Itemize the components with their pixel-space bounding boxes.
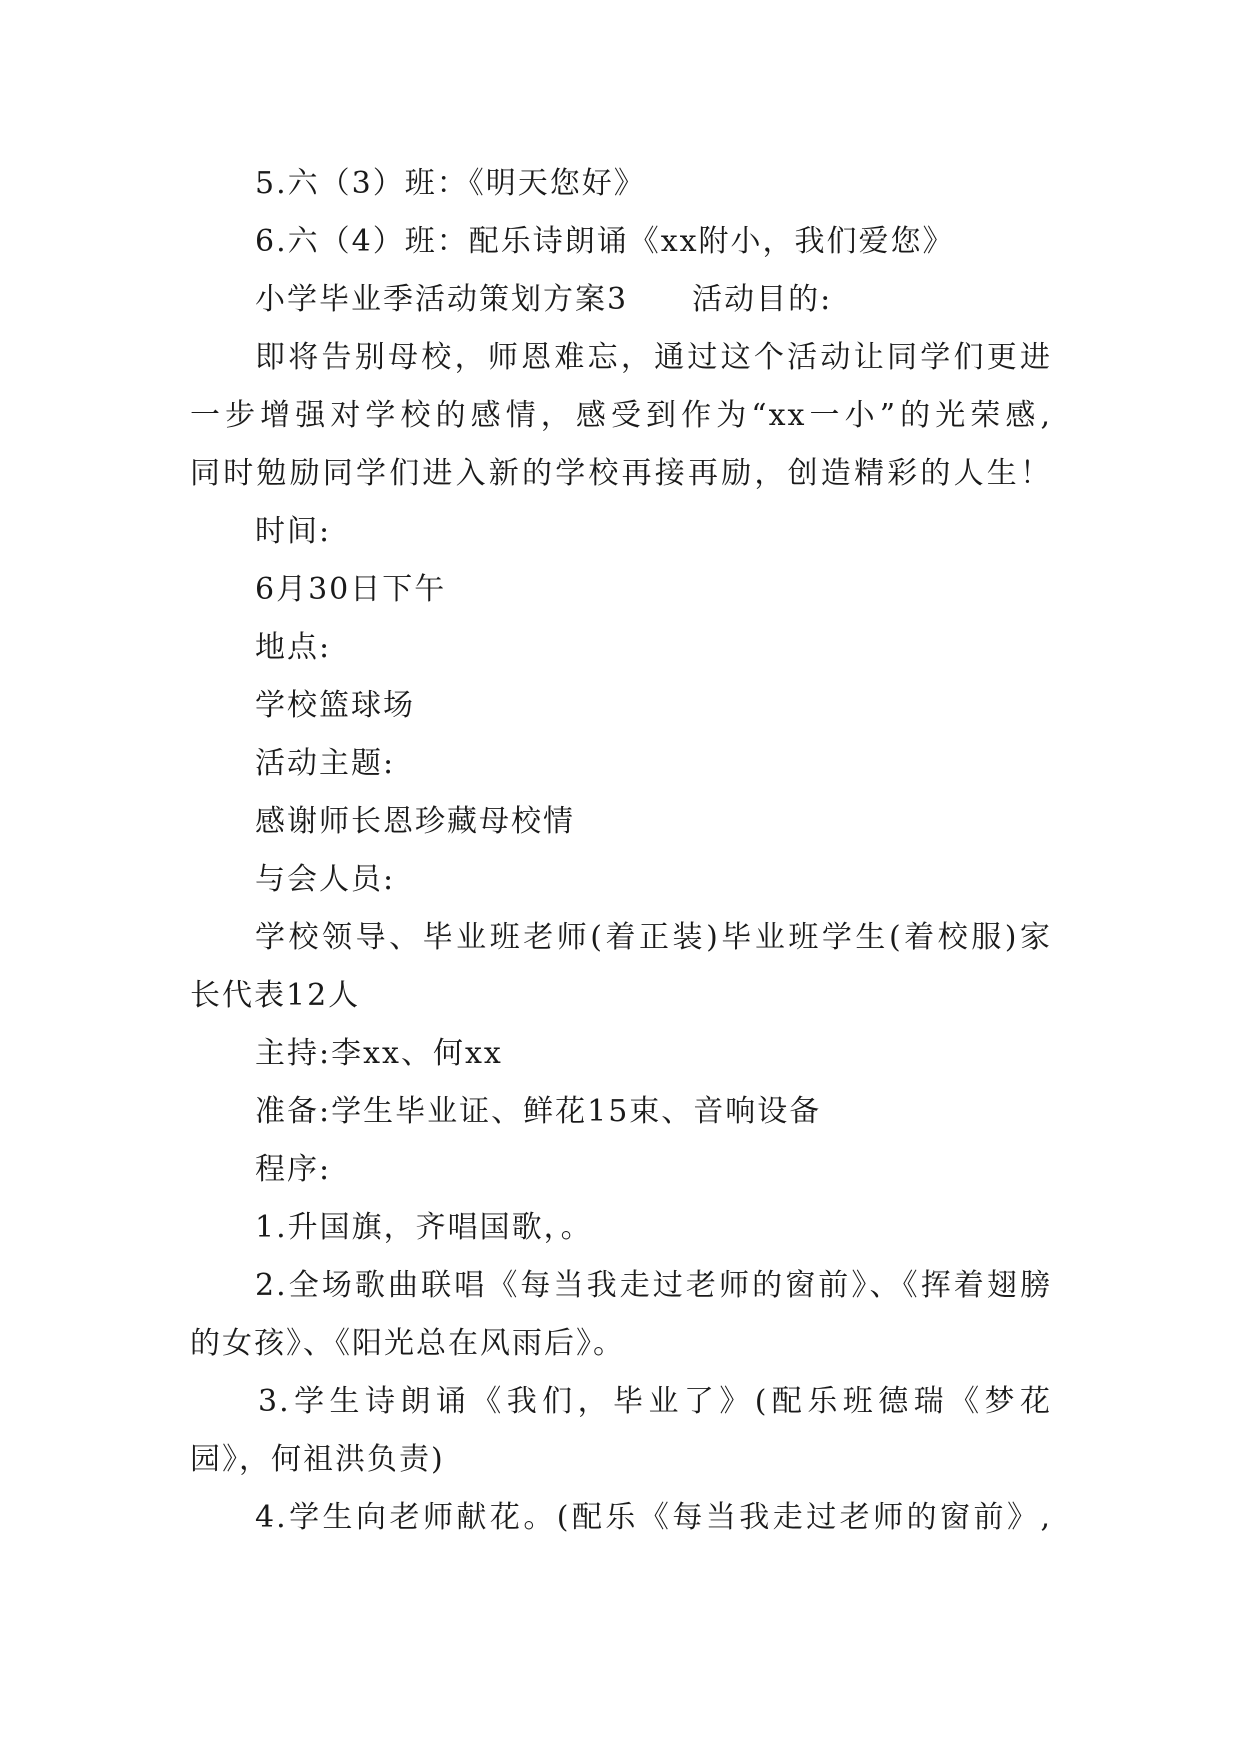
location-value: 学校篮球场 (255, 688, 415, 723)
program-item-5: 5.六（3）班：《明天您好》 (255, 166, 646, 201)
procedure-item-3-line-1: 3.学生诗朗诵《我们，毕业了》(配乐班德瑞《梦花 (258, 1384, 1052, 1419)
plan-heading: 小学毕业季活动策划方案3 活动目的: (255, 282, 833, 317)
procedure-item-3-line-2: 园》，何祖洪负责) (190, 1442, 445, 1477)
procedure-item-4-line-1: 4.学生向老师献花。(配乐《每当我走过老师的窗前》, (255, 1500, 1052, 1535)
preparation-line: 准备:学生毕业证、鲜花15束、音响设备 (255, 1094, 822, 1129)
procedure-item-2-line-1: 2.全场歌曲联唱《每当我走过老师的窗前》、《挥着翅膀 (255, 1268, 1052, 1303)
time-value: 6月30日下午 (255, 572, 447, 607)
program-item-6: 6.六（4）班：配乐诗朗诵《xx附小，我们爱您》 (255, 224, 955, 259)
attendees-line-2: 长代表12人 (190, 978, 361, 1013)
theme-label: 活动主题: (255, 746, 396, 781)
purpose-paragraph-line-3: 同时勉励同学们进入新的学校再接再励，创造精彩的人生！ (190, 456, 1052, 491)
procedure-label: 程序: (255, 1152, 332, 1187)
location-label: 地点: (255, 630, 332, 665)
theme-value: 感谢师长恩珍藏母校情 (255, 804, 575, 839)
procedure-item-1: 1.升国旗，齐唱国歌，。 (255, 1210, 593, 1245)
attendees-label: 与会人员: (255, 862, 396, 897)
purpose-paragraph-line-2: 一步增强对学校的感情，感受到作为“xx一小”的光荣感, (190, 398, 1052, 433)
time-label: 时间: (255, 514, 332, 549)
procedure-item-2-line-2: 的女孩》、《阳光总在风雨后》。 (190, 1326, 625, 1361)
hosts-line: 主持:李xx、何xx (255, 1036, 503, 1071)
attendees-line-1: 学校领导、毕业班老师(着正装)毕业班学生(着校服)家 (255, 920, 1052, 955)
purpose-paragraph-line-1: 即将告别母校，师恩难忘，通过这个活动让同学们更进 (255, 340, 1052, 375)
